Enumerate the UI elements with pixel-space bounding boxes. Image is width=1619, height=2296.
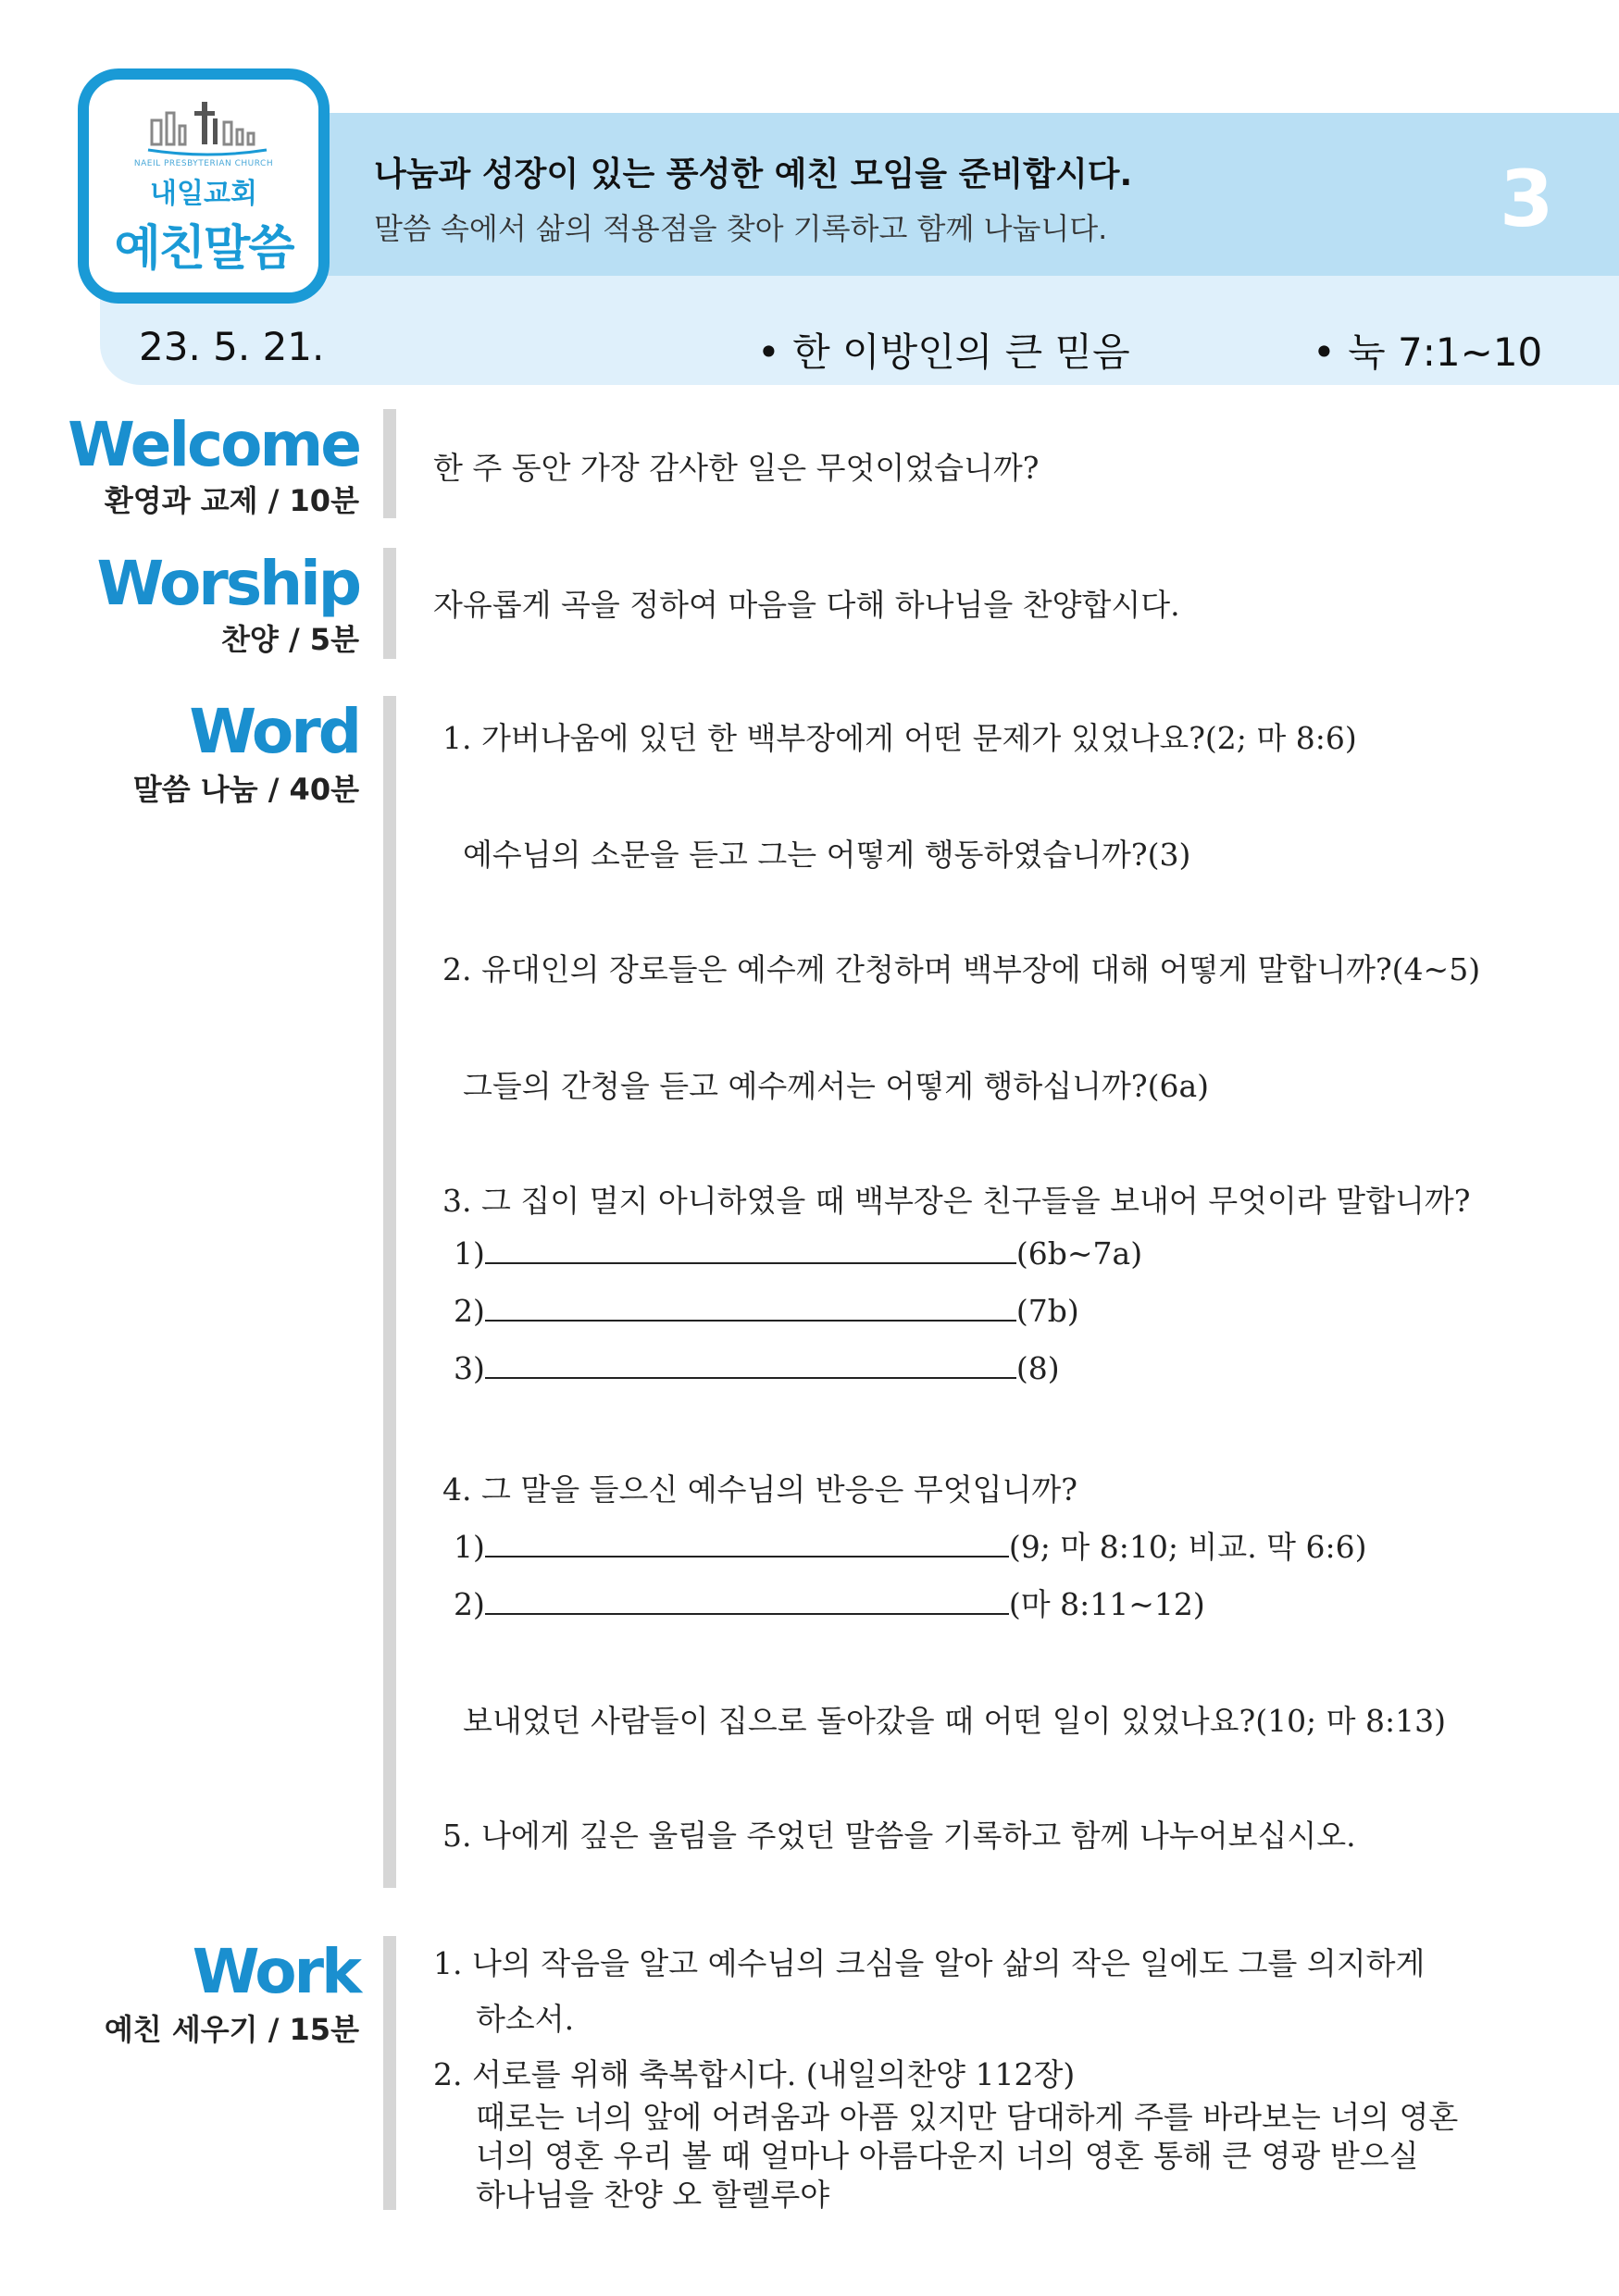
header-title: 나눔과 성장이 있는 풍성한 예친 모임을 준비합시다. <box>374 155 1133 193</box>
work-heading: Work <box>192 1936 359 2007</box>
worship-instruction: 자유롭게 곡을 정하여 마음을 다해 하나님을 찬양합시다. <box>433 587 1180 623</box>
sermon-title: • 한 이방인의 큰 믿음 <box>757 329 1130 375</box>
answer-line[interactable] <box>454 1581 1205 1624</box>
answer-blank[interactable] <box>485 1292 1016 1322</box>
song-lyric: 너의 영혼 우리 볼 때 얼마나 아름다운지 너의 영혼 통해 큰 영광 받으실 <box>476 2138 1419 2174</box>
section-divider <box>383 548 396 659</box>
question-4: 4. 그 말을 들으신 예수님의 반응은 무엇입니까? <box>442 1471 1077 1508</box>
question-3: 3. 그 집이 멀지 아니하였을 때 백부장은 친구들을 보내어 무엇이라 말합니까? <box>442 1183 1471 1219</box>
prayer-item-2: 2. 서로를 위해 축복합시다. (내일의찬양 112장) <box>433 2056 1076 2092</box>
answer-line[interactable] <box>454 1235 1142 1272</box>
answer-line[interactable] <box>454 1349 1060 1386</box>
answer-number: 1) <box>454 1529 485 1565</box>
section-divider <box>383 696 396 1888</box>
answer-reference: (8) <box>1015 1350 1060 1386</box>
prayer-item-1-continued: 하소서. <box>476 2001 575 2037</box>
answer-number: 1) <box>454 1235 485 1272</box>
answer-line[interactable] <box>454 1523 1367 1567</box>
page-number: 3 <box>1500 154 1554 244</box>
word-subheading: 말씀 나눔 / 40분 <box>132 772 359 807</box>
question-2: 2. 유대인의 장로들은 예수께 간청하며 백부장에 대해 어떻게 말합니까?(4~5) <box>442 951 1481 987</box>
question-4b: 보내었던 사람들이 집으로 돌아갔을 때 어떤 일이 있었나요?(10; 마 8:13) <box>463 1703 1447 1739</box>
worship-subheading: 찬양 / 5분 <box>221 622 359 657</box>
date: 23. 5. 21. <box>139 324 325 369</box>
answer-blank[interactable] <box>485 1585 1009 1615</box>
question-2b: 그들의 간청을 듣고 예수께서는 어떻게 행하십니까?(6a) <box>463 1068 1209 1104</box>
question-1b: 예수님의 소문을 듣고 그는 어떻게 행동하였습니까?(3) <box>463 837 1191 873</box>
question-5: 5. 나에게 깊은 울림을 주었던 말씀을 기록하고 함께 나누어보십시오. <box>442 1818 1356 1854</box>
section-divider <box>383 1936 396 2210</box>
welcome-subheading: 환영과 교제 / 10분 <box>104 483 359 518</box>
answer-reference: (마 8:11~12) <box>1008 1586 1205 1622</box>
answer-number: 2) <box>454 1586 485 1622</box>
answer-line[interactable] <box>454 1292 1079 1329</box>
worship-heading: Worship <box>96 548 359 619</box>
logo-church-name: 내일교회 <box>150 178 257 210</box>
welcome-heading: Welcome <box>68 409 359 480</box>
answer-reference: (9; 마 8:10; 비교. 막 6:6) <box>1008 1529 1367 1565</box>
answer-number: 2) <box>454 1293 485 1329</box>
answer-number: 3) <box>454 1350 485 1386</box>
word-heading: Word <box>189 696 359 767</box>
question-1: 1. 가버나움에 있던 한 백부장에게 어떤 문제가 있었나요?(2; 마 8:6) <box>442 720 1357 756</box>
scripture-reference: • 눅 7:1~10 <box>1313 329 1543 375</box>
logo <box>78 68 330 304</box>
answer-blank[interactable] <box>485 1349 1016 1379</box>
answer-reference: (6b~7a) <box>1015 1235 1143 1272</box>
section-divider <box>383 409 396 518</box>
church-skyline-icon <box>143 98 272 157</box>
song-lyric: 때로는 너의 앞에 어려움과 아픔 있지만 담대하게 주를 바라보는 너의 영혼 <box>476 2099 1459 2135</box>
header-subtitle: 말씀 속에서 삶의 적용점을 찾아 기록하고 함께 나눕니다. <box>374 211 1108 246</box>
answer-reference: (7b) <box>1015 1293 1079 1329</box>
logo-subtitle: NAEIL PRESBYTERIAN CHURCH <box>133 159 274 168</box>
answer-blank[interactable] <box>485 1528 1009 1558</box>
logo-title: 예친말씀 <box>114 221 293 277</box>
welcome-question: 한 주 동안 가장 감사한 일은 무엇이었습니까? <box>433 450 1040 486</box>
answer-blank[interactable] <box>485 1235 1016 1264</box>
song-lyric: 하나님을 찬양 오 할렐루야 <box>476 2177 830 2213</box>
prayer-item-1: 1. 나의 작음을 알고 예수님의 크심을 알아 삶의 작은 일에도 그를 의지하게 <box>433 1945 1426 1981</box>
work-subheading: 예친 세우기 / 15분 <box>104 2012 359 2047</box>
